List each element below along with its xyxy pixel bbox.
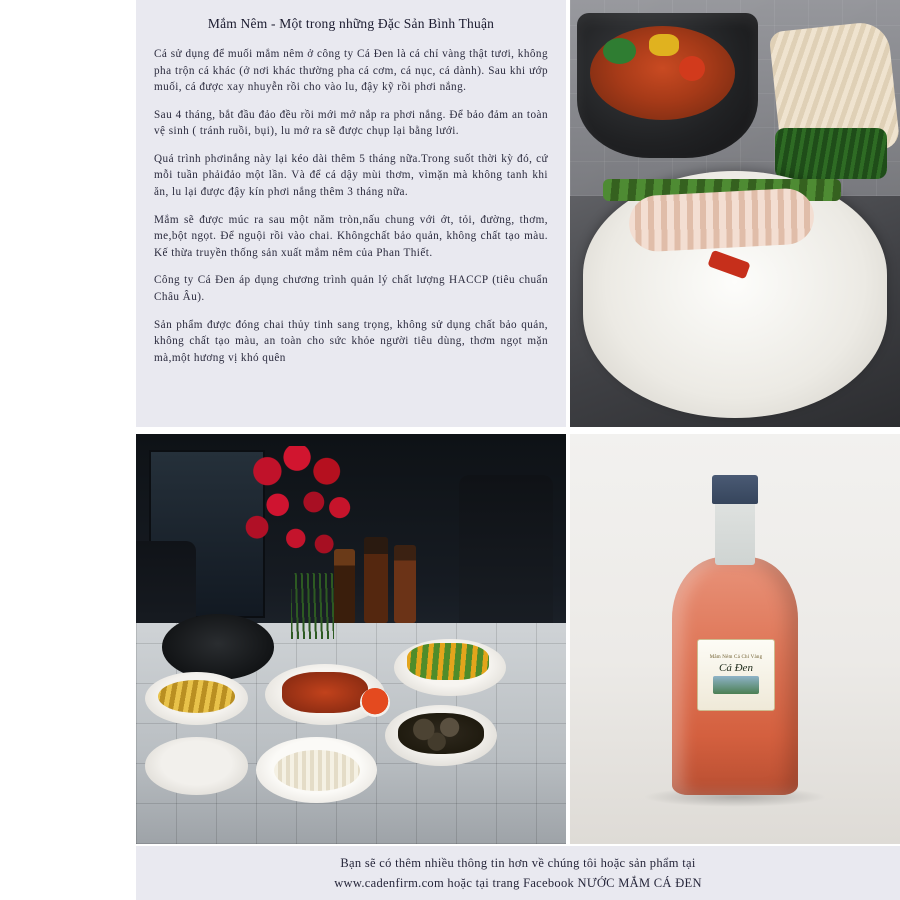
footer-panel: [136, 846, 900, 900]
article-paragraph-6: Sản phẩm được đóng chai thủy tinh sang trọng, không sử dụng chất bảo quản, không chất tạo màu, an toàn cho sức khỏe người tiêu dùng, thơm ngọt mặn mà,một hương vị khó quên: [154, 318, 548, 364]
dish-food-3: [407, 643, 489, 680]
footer-line-2: www.cadenfirm.com hoặc tại trang Facebook NƯỚC MẮM CÁ ĐEN: [334, 875, 702, 890]
article-paragraph-4: Mắm sẽ được múc ra sau một năm tròn,nấu chung với ớt, tỏi, đường, thơm, me,bột ngọt. Để nguội rồi vào chai. Khôngchất bảo quản, không chất tạo màu. Kế thừa truyền thống sản xuất mắm nêm của Phan Thiết.: [154, 213, 548, 259]
page-title: Mắm Nêm - Một trong những Đặc Sản Bình Thuận: [207, 16, 495, 31]
dish-food-6: [158, 746, 235, 783]
bottle-neck: [715, 500, 755, 566]
footer-line-1: Bạn sẽ có thêm nhiều thông tin hơn về chúng tôi hoặc sản phẩm tại: [340, 855, 696, 870]
squid-and-shrimp: [628, 187, 815, 252]
vegetable-corn: [649, 34, 679, 55]
clams-dish: [398, 713, 484, 754]
flower-stems: [291, 573, 334, 639]
bottle-cap: [712, 475, 758, 504]
sauce-bottle-small-2: [364, 537, 388, 623]
dipping-sauce-bowl: [360, 688, 390, 717]
tabletop-grill: [162, 614, 274, 680]
bottle-label-top-text: Mắm Nêm Cá Chỉ Vàng: [709, 655, 763, 661]
banquet-table-seafood-photo: [136, 434, 566, 844]
article-panel: [136, 0, 566, 427]
bottle-label: [697, 639, 775, 711]
left-margin: [0, 0, 136, 900]
bottle-label-brand: Cá Đen: [719, 662, 753, 675]
bottom-section: [136, 434, 900, 844]
dish-food-1: [158, 680, 235, 713]
top-section: [136, 0, 900, 427]
hotpot-seafood-platter-photo: [570, 0, 900, 427]
vegetable-green: [603, 38, 636, 64]
sauce-bottle-small-1: [334, 549, 356, 623]
sauce-bottle-photo: [570, 434, 900, 844]
herbs-bundle: [775, 128, 887, 179]
article-paragraph-1: Cá sử dụng để muối mắm nêm ở công ty Cá Đen là cá chỉ vàng thật tươi, không pha trộn cá khác (ở nơi khác thường pha cá cơm, cá nục, cá dành). Sau khi ướp muối, cá được xay nhuyễn rồi cho vào lu, đậy kỹ rồi phơi nắng.: [154, 48, 548, 94]
article-paragraph-2: Sau 4 tháng, bắt đầu đảo đều rồi mới mở nắp ra phơi nắng. Để bảo đảm an toàn vệ sinh ( tránh ruồi, bụi), lu mở ra sẽ được chụp lại bằng lưới.: [154, 108, 548, 138]
sauce-bottle-small-3: [394, 545, 416, 623]
article-paragraph-3: Quá trình phơinắng này lại kéo dài thêm 5 tháng nữa.Trong suốt thời kỳ đó, cứ mỗi tuần phảiđảo một lần. Và để cá dậy mùi thơm, vìmặn mà không tanh khi ăn, lu lại được đậy kín phơi nắng thêm 3 tháng nữa.: [154, 152, 548, 199]
bottle-label-image: [713, 676, 759, 694]
article-paragraph-5: Công ty Cá Đen áp dụng chương trình quản lý chất lượng HACCP (tiêu chuẩn Châu Âu).: [154, 274, 548, 303]
noodles-dish: [274, 750, 360, 791]
crab-dish: [282, 672, 368, 713]
